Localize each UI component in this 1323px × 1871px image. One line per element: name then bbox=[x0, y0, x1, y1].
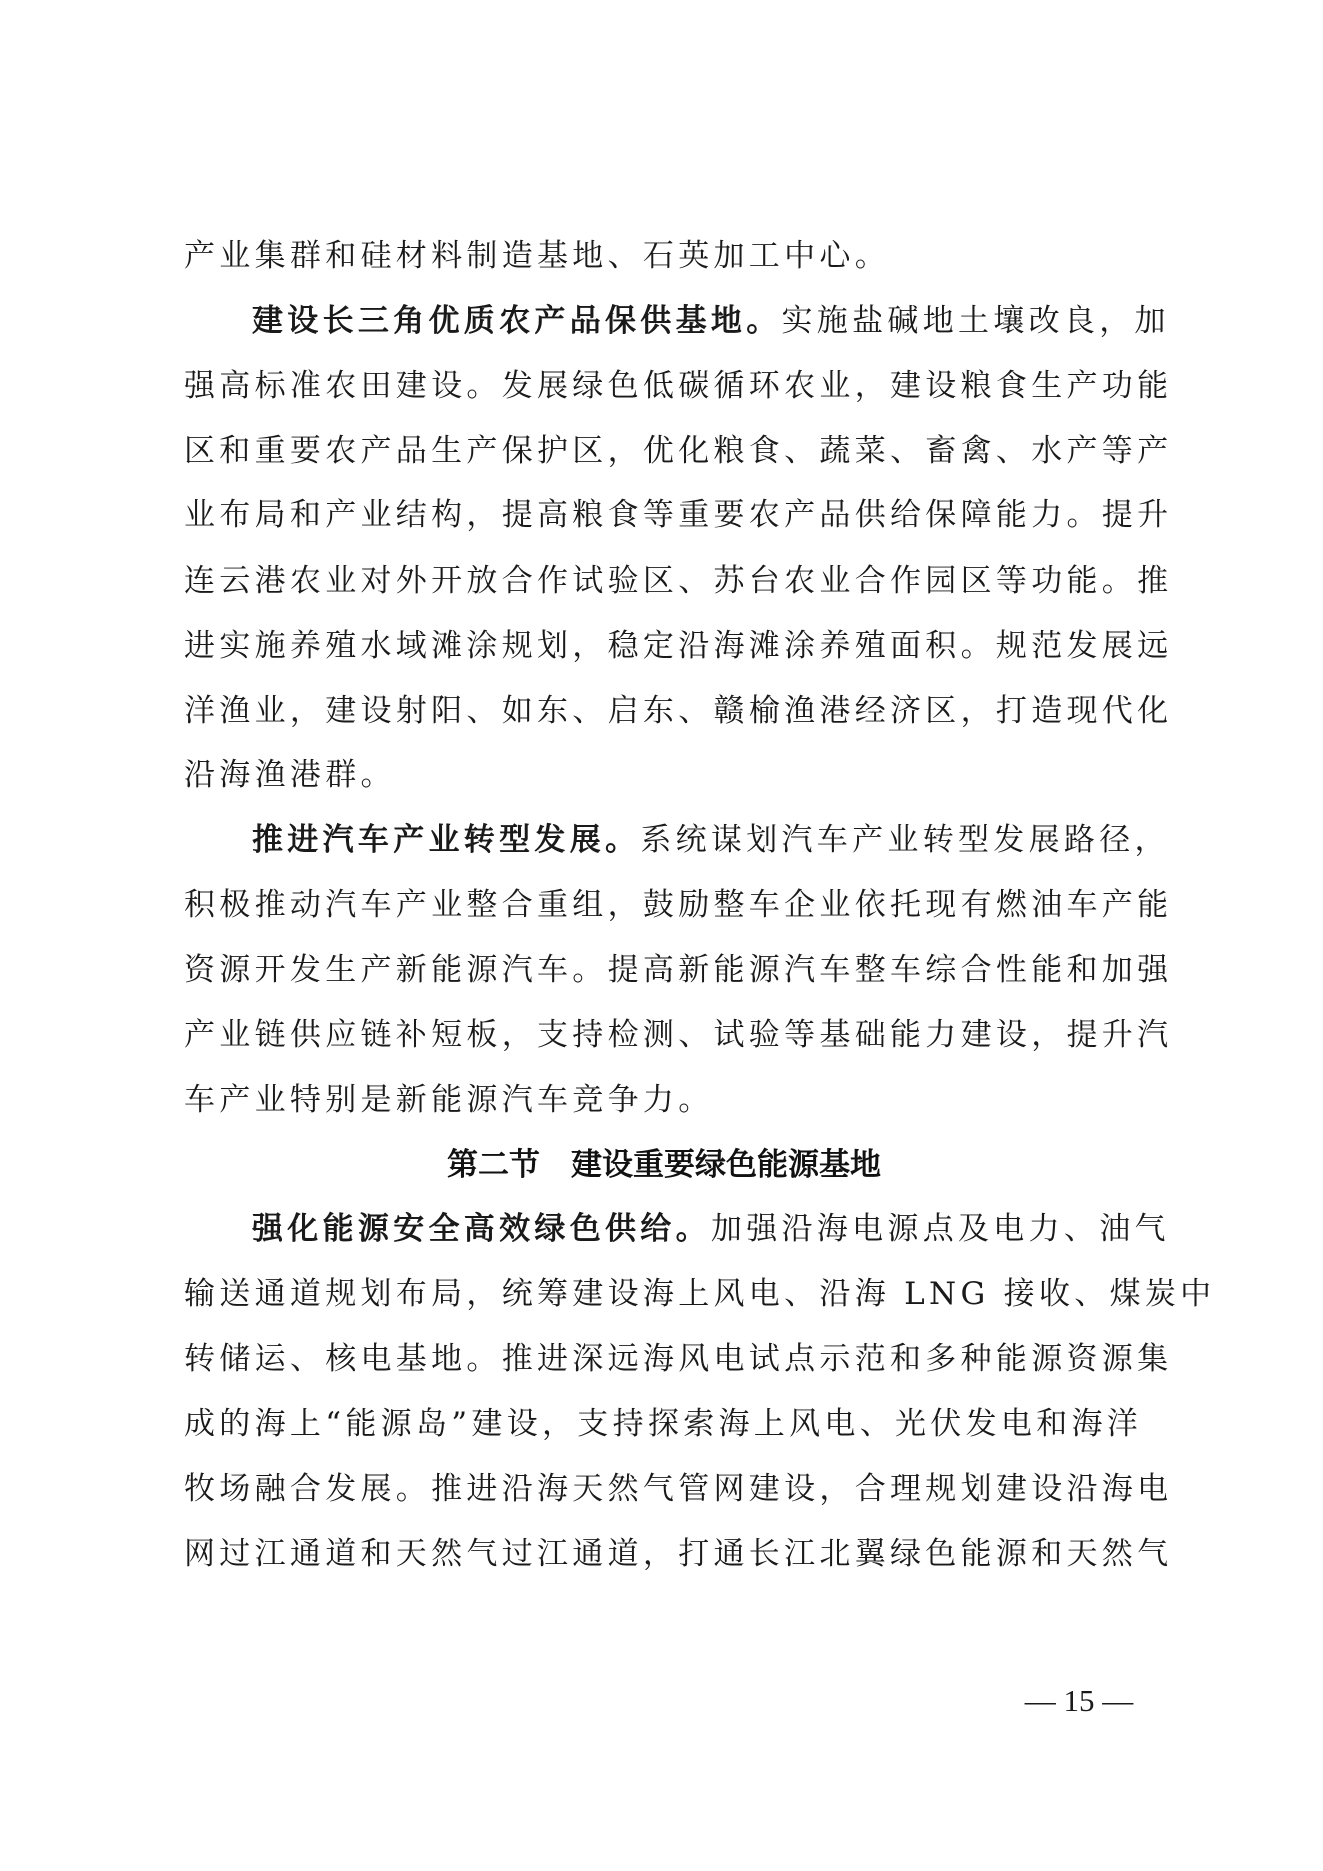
paragraph-line: 推进汽车产业转型发展。系统谋划汽车产业转型发展路径， bbox=[252, 822, 1170, 858]
paragraph-line: 资源开发生产新能源汽车。提高新能源汽车整车综合性能和加强 bbox=[184, 952, 1173, 988]
paragraph-line: 业布局和产业结构，提高粮食等重要农产品供给保障能力。提升 bbox=[184, 497, 1173, 533]
paragraph-line: 产业集群和硅材料制造基地、石英加工中心。 bbox=[184, 238, 890, 274]
paragraph-line: 积极推动汽车产业整合重组，鼓励整车企业依托现有燃油车产能 bbox=[184, 887, 1173, 923]
paragraph-line: 建设长三角优质农产品保供基地。实施盐碱地土壤改良，加 bbox=[252, 303, 1170, 339]
paragraph-line: 输送通道规划布局，统筹建设海上风电、沿海 LNG 接收、煤炭中 bbox=[184, 1276, 1216, 1312]
paragraph-line: 车产业特别是新能源汽车竞争力。 bbox=[184, 1082, 714, 1118]
paragraph-line: 转储运、核电基地。推进深远海风电试点示范和多种能源资源集 bbox=[184, 1341, 1173, 1377]
paragraph-lead: 推进汽车产业转型发展。 bbox=[252, 822, 641, 858]
paragraph-line: 强高标准农田建设。发展绿色低碳循环农业，建设粮食生产功能 bbox=[184, 368, 1173, 404]
paragraph-line: 洋渔业，建设射阳、如东、启东、赣榆渔港经济区，打造现代化 bbox=[184, 693, 1173, 729]
paragraph-line: 强化能源安全高效绿色供给。加强沿海电源点及电力、油气 bbox=[252, 1211, 1170, 1247]
paragraph-line: 区和重要农产品生产保护区，优化粮食、蔬菜、畜禽、水产等产 bbox=[184, 433, 1173, 469]
paragraph-line: 进实施养殖水域滩涂规划，稳定沿海滩涂养殖面积。规范发展远 bbox=[184, 628, 1173, 664]
paragraph-line: 产业链供应链补短板，支持检测、试验等基础能力建设，提升汽 bbox=[184, 1017, 1173, 1053]
page-number: — 15 — bbox=[1024, 1683, 1134, 1718]
paragraph-line: 连云港农业对外开放合作试验区、苏台农业合作园区等功能。推 bbox=[184, 563, 1173, 599]
section-heading: 第二节 建设重要绿色能源基地 bbox=[447, 1147, 881, 1183]
paragraph-lead: 强化能源安全高效绿色供给。 bbox=[252, 1211, 711, 1247]
paragraph-line: 网过江通道和天然气过江通道，打通长江北翼绿色能源和天然气 bbox=[184, 1536, 1173, 1572]
paragraph-line: 牧场融合发展。推进沿海天然气管网建设，合理规划建设沿海电 bbox=[184, 1471, 1173, 1507]
paragraph-lead: 建设长三角优质农产品保供基地。 bbox=[252, 303, 782, 339]
paragraph-line: 沿海渔港群。 bbox=[184, 757, 396, 793]
paragraph-line: 成的海上“能源岛”建设，支持探索海上风电、光伏发电和海洋 bbox=[184, 1406, 1143, 1442]
